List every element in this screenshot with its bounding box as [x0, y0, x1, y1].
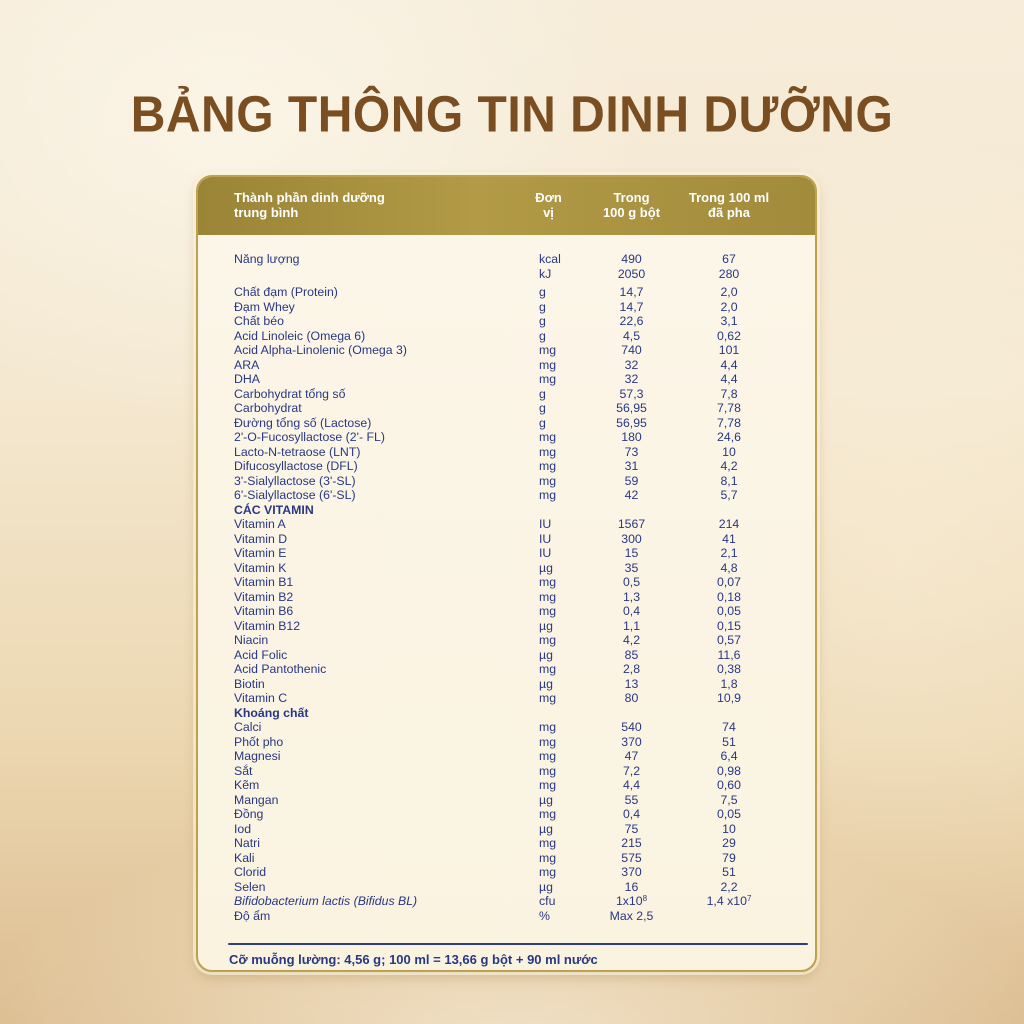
per-100g-value: 1,1	[622, 618, 641, 633]
per-100g-value: 215	[621, 836, 642, 850]
per-100ml-value: 4,8	[720, 560, 738, 575]
header-col-per-100g	[584, 190, 679, 235]
per-100g-value: 4,5	[622, 328, 641, 343]
nutrient-name: Năng lượng	[234, 252, 300, 266]
per-100ml-value: 0,57	[717, 633, 741, 647]
unit-cell: IU	[539, 531, 552, 546]
table-row	[198, 546, 815, 561]
per-100ml-value: 3,1	[720, 314, 738, 328]
nutrient-name: Vitamin E	[234, 546, 287, 560]
unit-cell: mg	[539, 459, 557, 473]
table-row	[198, 575, 815, 590]
per-100g-value: 2050	[617, 266, 646, 281]
table-row	[198, 691, 815, 706]
per-100ml-value: 67	[722, 252, 736, 266]
unit-cell: mg	[539, 807, 557, 821]
nutrient-name: Vitamin B1	[234, 575, 294, 589]
per-100g-value: 16	[624, 879, 639, 894]
per-100g-value: 85	[624, 647, 639, 662]
unit-cell: mg	[539, 720, 557, 734]
unit-cell: mg	[539, 589, 557, 604]
per-100ml-value: 0,05	[717, 604, 741, 618]
section-row	[198, 706, 815, 721]
per-100g-value: 31	[624, 459, 639, 473]
table-row	[198, 459, 815, 474]
per-100g-value: 2,8	[622, 662, 641, 676]
per-100g-value: 490	[621, 252, 642, 266]
per-100ml-value: 280	[718, 266, 740, 281]
per-100g-value: 1567	[617, 517, 646, 531]
per-100g-value: 75	[624, 821, 639, 836]
table-row	[198, 285, 815, 300]
table-row	[198, 807, 815, 822]
per-100ml-value: 4,2	[720, 459, 738, 473]
per-100g-value	[584, 503, 679, 518]
header-col-per-100ml-line2: đã pha	[708, 205, 750, 220]
table-row	[198, 764, 815, 779]
nutrient-name: Đường tổng số (Lactose)	[234, 415, 372, 430]
per-100g-value: 73	[624, 444, 639, 459]
per-100ml-value: 2,2	[720, 879, 738, 894]
unit-cell: mg	[539, 604, 557, 618]
nutrient-name: Clorid	[234, 865, 267, 879]
per-100ml-value	[679, 503, 779, 518]
per-100ml-value: 0,98	[717, 763, 741, 778]
table-row	[198, 619, 815, 634]
nutrient-name: DHA	[234, 372, 260, 386]
per-100ml-value: 2,0	[720, 299, 738, 314]
nutrient-name: Selen	[234, 879, 266, 894]
per-100ml-value: 74	[722, 720, 736, 734]
nutrient-name: Vitamin B6	[234, 604, 294, 618]
per-100ml-value: 0,60	[717, 778, 741, 792]
table-row	[198, 880, 815, 895]
header-col-per-100g-line1: Trong	[613, 190, 650, 205]
per-100g-value: 32	[624, 372, 639, 386]
per-100g-value: 47	[624, 749, 639, 763]
table-row	[198, 851, 815, 866]
nutrient-name: Natri	[234, 836, 260, 850]
per-100g-value: 4,2	[622, 633, 641, 647]
nutrient-name: Vitamin B2	[234, 589, 294, 604]
footer-divider	[228, 943, 808, 945]
table-row	[198, 343, 815, 358]
nutrient-name: Vitamin D	[234, 531, 288, 546]
unit-cell: µg	[539, 647, 553, 662]
unit-cell: mg	[539, 778, 557, 792]
table-row	[198, 604, 815, 619]
table-row	[198, 909, 815, 924]
table-row	[198, 517, 815, 532]
nutrient-name: Iod	[234, 821, 252, 836]
per-100g-value	[584, 706, 679, 721]
per-100g-value: 4,4	[622, 778, 641, 792]
nutrient-name: Vitamin B12	[234, 618, 301, 633]
nutrient-name: Biotin	[234, 676, 265, 691]
per-100ml-value: 10	[722, 821, 736, 836]
header-col-per-100g-line2: 100 g bột	[602, 205, 661, 220]
unit-cell: mg	[539, 691, 557, 705]
per-100ml-value: 1,8	[720, 676, 738, 691]
unit-cell: µg	[539, 879, 553, 894]
per-100g-value: 0,4	[622, 604, 641, 618]
nutrient-name	[234, 267, 489, 282]
per-100g-value: 370	[621, 865, 642, 879]
per-100ml-value: 7,8	[720, 386, 738, 401]
per-100ml-value: 5,7	[720, 488, 738, 502]
per-100g-value: 42	[624, 488, 639, 502]
unit-cell: mg	[539, 430, 557, 444]
per-100ml-value: 0,05	[717, 807, 741, 821]
unit-cell: µg	[539, 792, 553, 807]
unit-cell: g	[539, 328, 546, 343]
table-row	[198, 735, 815, 750]
header-col-ingredient	[234, 190, 489, 235]
nutrient-name: 2'-O-Fucosyllactose (2'- FL)	[234, 430, 385, 444]
per-100ml-value: 8,1	[720, 473, 738, 488]
nutrient-name: Phốt pho	[234, 734, 284, 749]
per-100ml-value: 6,4	[720, 749, 738, 763]
header-col-unit	[489, 190, 584, 235]
nutrient-name: Kali	[234, 850, 255, 865]
per-100ml-value: 101	[718, 343, 740, 357]
unit-cell: mg	[539, 865, 557, 879]
unit-cell: mg	[539, 850, 557, 865]
per-100ml-value: 41	[722, 531, 736, 546]
nutrient-name: Chất đạm (Protein)	[234, 285, 338, 299]
unit-cell: µg	[539, 560, 553, 575]
per-100g-value: 180	[621, 430, 642, 444]
per-100ml-value: 0,38	[717, 662, 741, 676]
header-col-per-100ml	[679, 190, 779, 235]
nutrient-name: Vitamin K	[234, 560, 287, 575]
per-100ml-value: 1,4 $x10^7$	[706, 894, 752, 908]
per-100ml-value: 24,6	[717, 430, 741, 444]
unit-cell: mg	[539, 575, 557, 589]
unit-cell: g	[539, 401, 546, 415]
nutrient-name: 6'-Sialyllactose (6'-SL)	[234, 488, 356, 502]
per-100ml-value: 2,0	[720, 285, 738, 299]
nutrient-name: Niacin	[234, 633, 269, 647]
unit-cell: cfu	[539, 894, 556, 908]
table-row	[198, 590, 815, 605]
unit-cell: g	[539, 285, 546, 299]
nutrient-name: Acid Pantothenic	[234, 662, 327, 676]
per-100g-value: 540	[621, 720, 642, 734]
per-100g-value: 56,95	[616, 401, 647, 415]
nutrient-name: Vitamin C	[234, 691, 288, 705]
per-100g-value: 370	[621, 734, 642, 749]
table-row	[198, 633, 815, 648]
nutrient-name: Magnesi	[234, 749, 281, 763]
per-100g-value: 740	[621, 343, 642, 357]
per-100ml-value: 214	[718, 517, 740, 531]
unit-cell: mg	[539, 836, 557, 850]
unit-cell: µg	[539, 676, 553, 691]
unit-cell: kJ	[539, 266, 552, 281]
per-100ml-value: 51	[722, 865, 736, 879]
nutrient-name: Khoáng chất	[234, 705, 309, 720]
per-100g-value: 14,7	[619, 299, 644, 314]
per-100g-value: 57,3	[619, 386, 644, 401]
unit-cell: g	[539, 299, 546, 314]
unit-cell: g	[539, 314, 546, 328]
per-100ml-value: 4,4	[720, 357, 738, 372]
table-row	[198, 778, 815, 793]
unit-cell: mg	[539, 473, 557, 488]
nutrient-name: Kẽm	[234, 778, 260, 792]
per-100g-value: 13	[624, 676, 639, 691]
table-row	[198, 314, 815, 329]
unit-cell: µg	[539, 618, 553, 633]
nutrition-table-panel	[196, 175, 817, 972]
unit-cell	[489, 706, 584, 721]
unit-cell: mg	[539, 343, 557, 357]
table-row	[198, 267, 815, 282]
table-row	[198, 532, 815, 547]
per-100ml-value: 29	[722, 836, 736, 850]
per-100ml-value	[679, 706, 779, 721]
per-100g-value: 1,3	[622, 589, 641, 604]
unit-cell: kcal	[539, 252, 561, 266]
nutrient-name: Sắt	[234, 763, 253, 778]
table-row	[198, 300, 815, 315]
per-100ml-value: 2,1	[720, 546, 738, 560]
nutrient-name: Vitamin A	[234, 517, 286, 531]
table-row	[198, 372, 815, 387]
per-100g-value: 0,4	[622, 807, 641, 821]
table-row	[198, 358, 815, 373]
nutrient-name: Đồng	[234, 807, 264, 821]
per-100g-value: 32	[624, 357, 639, 372]
nutrient-name: Calci	[234, 720, 262, 734]
unit-cell: %	[539, 908, 550, 923]
table-row	[198, 430, 815, 445]
nutrient-name: Carbohydrat	[234, 401, 302, 415]
table-row	[198, 749, 815, 764]
per-100ml-value: 7,5	[720, 792, 738, 807]
per-100g-value: 0,5	[622, 575, 641, 589]
per-100g-value: 14,7	[619, 285, 644, 299]
table-row	[198, 648, 815, 663]
per-100ml-value: 0,07	[717, 575, 741, 589]
per-100ml-value: 11,6	[717, 647, 741, 662]
table-row	[198, 252, 815, 267]
per-100g-value: Max 2,5	[609, 908, 654, 923]
unit-cell: mg	[539, 734, 557, 749]
unit-cell: mg	[539, 357, 557, 372]
unit-cell: mg	[539, 749, 557, 763]
per-100ml-value: 0,15	[717, 618, 741, 633]
nutrient-name: Chất béo	[234, 314, 284, 328]
table-row	[198, 793, 815, 808]
per-100ml-value: 10	[722, 444, 736, 459]
per-100g-value: 575	[621, 850, 642, 865]
scoop-size-note: Cỡ muỗng lường: 4,56 g; 100 ml = 13,66 g bột + 90 ml nước	[229, 952, 598, 967]
per-100ml-value: 0,62	[717, 328, 741, 343]
per-100g-value: 55	[624, 792, 639, 807]
per-100ml-value: 51	[722, 734, 736, 749]
per-100g-value: 22,6	[619, 314, 644, 328]
nutrient-name: 3'-Sialyllactose (3'-SL)	[234, 473, 356, 488]
table-row	[198, 329, 815, 344]
header-col-ingredient-line1: Thành phần dinh dưỡng	[234, 190, 385, 205]
table-row	[198, 387, 815, 402]
table-row	[198, 416, 815, 431]
header-col-unit-line2: vị	[543, 205, 554, 220]
per-100g-value: 35	[624, 560, 639, 575]
header-col-ingredient-line2: trung bình	[234, 205, 299, 220]
per-100g-value: 7,2	[622, 763, 641, 778]
nutrient-name: Acid Folic	[234, 647, 288, 662]
unit-cell: g	[539, 415, 546, 430]
per-100g-value: 80	[624, 691, 639, 705]
nutrient-name: Lacto-N-tetraose (LNT)	[234, 444, 361, 459]
unit-cell: mg	[539, 372, 557, 386]
per-100ml-value: 7,78	[717, 415, 741, 430]
table-row	[198, 474, 815, 489]
table-row	[198, 401, 815, 416]
per-100ml-value: 7,78	[717, 401, 741, 415]
per-100g-value: $1x10^8$	[615, 894, 648, 908]
page-title: BẢNG THÔNG TIN DINH DƯỠNG	[130, 87, 894, 144]
table-row	[198, 720, 815, 735]
unit-cell: mg	[539, 444, 557, 459]
table-row	[198, 822, 815, 837]
per-100ml-value: 79	[722, 850, 736, 865]
table-row	[198, 445, 815, 460]
table-row	[198, 561, 815, 576]
table-row	[198, 677, 815, 692]
table-row	[198, 662, 815, 677]
header-col-unit-line1: Đơn	[535, 190, 562, 205]
table-row	[198, 894, 815, 909]
unit-cell: g	[539, 386, 546, 401]
table-row	[198, 488, 815, 503]
section-row	[198, 503, 815, 518]
per-100g-value: 56,95	[616, 415, 647, 430]
table-row	[198, 836, 815, 851]
per-100ml-value	[679, 909, 779, 924]
unit-cell: mg	[539, 633, 557, 647]
nutrient-name: ARA	[234, 357, 260, 372]
nutrient-name: CÁC VITAMIN	[234, 502, 314, 517]
table-header	[198, 177, 815, 235]
nutrient-name: Acid Alpha-Linolenic (Omega 3)	[234, 343, 407, 357]
nutrient-name: Đạm Whey	[234, 299, 295, 314]
table-body	[198, 235, 815, 923]
nutrient-name: Carbohydrat tổng số	[234, 386, 346, 401]
table-row	[198, 865, 815, 880]
per-100g-value: 59	[624, 473, 639, 488]
header-col-per-100ml-line1: Trong 100 ml	[688, 190, 770, 205]
per-100g-value: 300	[621, 531, 642, 546]
unit-cell: IU	[539, 546, 552, 560]
per-100ml-value: 10,9	[717, 691, 741, 705]
nutrient-name: Bifidobacterium lactis (Bifidus BL)	[234, 894, 418, 908]
nutrient-name: Difucosyllactose (DFL)	[234, 459, 358, 473]
unit-cell	[489, 503, 584, 518]
per-100ml-value: 4,4	[720, 372, 738, 386]
nutrient-name: Acid Linoleic (Omega 6)	[234, 328, 366, 343]
nutrient-name: Mangan	[234, 792, 279, 807]
per-100g-value: 15	[624, 546, 639, 560]
unit-cell: mg	[539, 763, 557, 778]
unit-cell: mg	[539, 662, 557, 676]
unit-cell: IU	[539, 517, 552, 531]
nutrient-name: Độ ẩm	[234, 908, 271, 923]
unit-cell: µg	[539, 821, 553, 836]
unit-cell: mg	[539, 488, 557, 502]
per-100ml-value: 0,18	[717, 589, 741, 604]
